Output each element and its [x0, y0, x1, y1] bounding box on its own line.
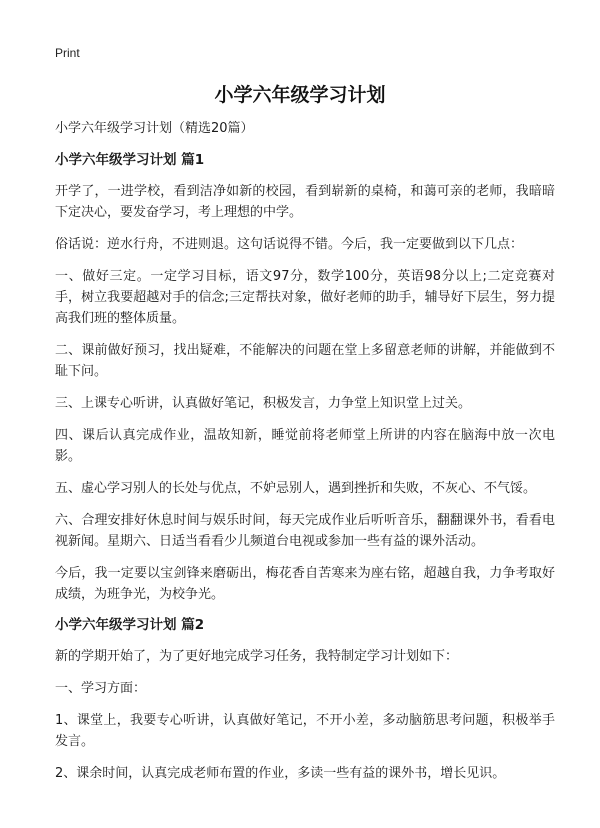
page-title: 小学六年级学习计划 — [214, 84, 386, 106]
document-subtitle: 小学六年级学习计划（精选20篇） — [55, 121, 254, 136]
paragraph: 1、课堂上，我要专心听讲，认真做好笔记，不开小差，多动脑筋思考问题，积极举手发言。 — [55, 713, 555, 749]
paragraph: 一、做好三定。一定学习目标，语文97分，数学100分，英语98分以上;二定竞赛对手，树立我要超越对手的信念;三定帮扶对象，做好老师的助手，辅导好下层生，努力提高我们班的整体质量。 — [55, 269, 555, 326]
print-link[interactable]: Print — [55, 46, 80, 60]
paragraph: 四、课后认真完成作业，温故知新，睡觉前将老师堂上所讲的内容在脑海中放一次电影。 — [55, 428, 555, 464]
paragraph: 二、课前做好预习，找出疑难，不能解决的问题在堂上多留意老师的讲解，并能做到不耻下问。 — [55, 343, 555, 379]
paragraph: 开学了，一进学校，看到洁净如新的校园，看到崭新的桌椅，和蔼可亲的老师，我暗暗下定决心，要发奋学习，考上理想的中学。 — [55, 184, 555, 220]
paragraph: 三、上课专心听讲，认真做好笔记，积极发言，力争堂上知识堂上过关。 — [55, 396, 472, 411]
paragraph: 五、虚心学习别人的长处与优点，不妒忌别人，遇到挫折和失败，不灰心、不气馁。 — [55, 481, 537, 496]
paragraph: 今后，我一定要以宝剑锋来磨砺出，梅花香自苦寒来为座右铭，超越自我，力争考取好成绩，为班争光，为校争光。 — [55, 566, 555, 602]
paragraph: 新的学期开始了，为了更好地完成学习任务，我特制定学习计划如下： — [55, 649, 459, 664]
section-heading-2: 小学六年级学习计划 篇2 — [55, 617, 205, 633]
paragraph: 六、合理安排好休息时间与娱乐时间，每天完成作业后听听音乐，翻翻课外书，看看电视新闻。星期六、日适当看看少儿频道台电视或参加一些有益的课外活动。 — [55, 513, 555, 549]
section-heading-1: 小学六年级学习计划 篇1 — [55, 152, 205, 168]
document-body — [55, 120, 555, 795]
paragraph: 俗话说：逆水行舟，不进则退。这句话说得不错。今后，我一定要做到以下几点： — [55, 237, 524, 252]
paragraph: 一、学习方面： — [55, 681, 147, 696]
paragraph: 2、课余时间，认真完成老师布置的作业，多读一些有益的课外书，增长见识。 — [55, 766, 506, 781]
